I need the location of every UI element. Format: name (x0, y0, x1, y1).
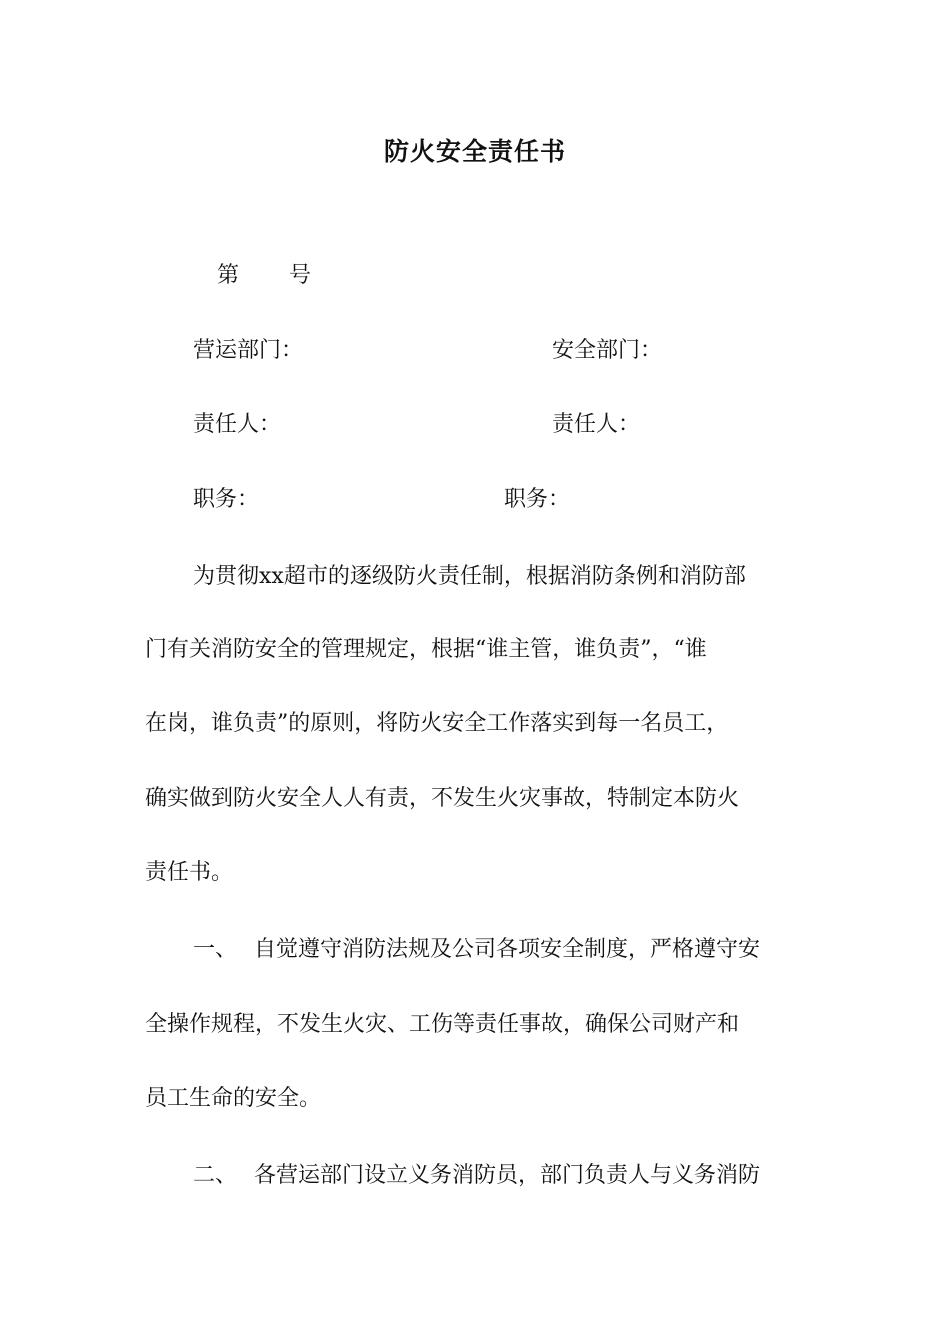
safety-responsible-label: 责任人： (552, 412, 641, 437)
document-title: 防火安全责任书 (383, 137, 566, 166)
safety-position-label: 职务： (504, 487, 571, 512)
number-label-suffix: 号 (289, 263, 312, 288)
clause-1-line-2: 全操作规程，不发生火灾、工伤等责任事故，确保公司财产和 (145, 1012, 740, 1037)
clause-1-number: 一、 (193, 937, 238, 962)
clause-1-line-1: 自觉遵守消防法规及公司各项安全制度，严格遵守安 (254, 937, 761, 962)
intro-text-1: 为贯彻xx超市的逐级防火责任制，根据消防条例和消防部 (193, 564, 746, 589)
clause-1-line-3: 员工生命的安全。 (145, 1086, 322, 1111)
ops-dept-label: 营运部门： (193, 338, 304, 363)
intro-line-2 (145, 634, 707, 666)
ops-responsible-label: 责任人： (193, 412, 282, 437)
ops-position-label: 职务： (193, 487, 260, 512)
number-label-prefix: 第 (217, 263, 240, 288)
intro-line-1 (193, 561, 805, 593)
intro-line-3 (145, 708, 728, 740)
intro-text-4: 确实做到防火安全人人有责，不发生火灾事故，特制定本防火 (145, 786, 740, 811)
safety-dept-label: 安全部门： (552, 338, 663, 363)
clause-2-number: 二、 (193, 1163, 238, 1188)
intro-text-2: 门有关消防安全的管理规定，根据“谁主管，谁负责”，“谁 (145, 637, 707, 662)
clause-2-line-1: 各营运部门设立义务消防员，部门负责人与义务消防 (254, 1163, 761, 1188)
intro-text-3: 在岗，谁负责”的原则，将防火安全工作落实到每一名员工， (145, 711, 729, 736)
intro-line-5 (145, 857, 233, 889)
intro-line-4 (145, 783, 739, 815)
intro-text-5: 责任书。 (145, 860, 234, 885)
